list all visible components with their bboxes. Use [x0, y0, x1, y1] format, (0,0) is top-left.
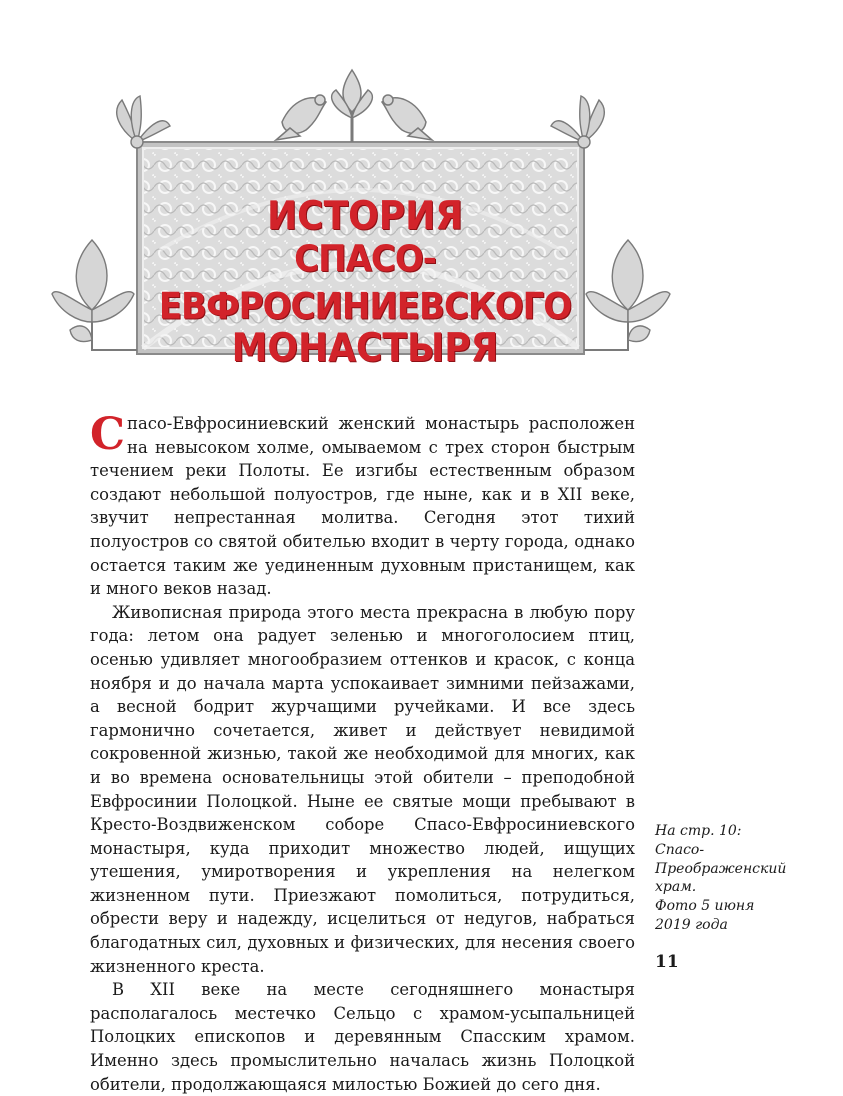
caption-line: Фото 5 июня [655, 898, 755, 915]
chapter-title [140, 195, 590, 371]
drop-cap: С [90, 409, 126, 460]
corner-flower-right [551, 96, 604, 148]
caption-line: Преображенский [655, 860, 787, 877]
photo-caption [655, 822, 795, 935]
corner-flower-left [117, 96, 170, 148]
side-plant-left [52, 240, 137, 350]
paragraph-1-text: пасо-Евфросиниевский женский монастырь расположен на невысоком холме, омываемом с трех сторон быстрым течением реки Полоты. Ее изгибы естественным образом создают небольшой полуостров, где ныне, как и в XII веке, звучит непрестанная молитва. Сегодня этот тихий полуостров со святой обителью входит в черту города, однако остается таким же уединенным духовным пристанищем, как и много веков назад. [90, 414, 635, 599]
paragraph-3: В XII веке на месте сегодняшнего монастыря располагалось местечко Сельцо с храмом-усыпальницей Полоцких епископов и деревянным Спасским храмом. Именно здесь промыслительно началась жизнь Полоцкой обители, продолжающаяся милостью Божией до сего дня. [90, 980, 635, 1094]
title-line-3: МОНАСТЫРЯ [231, 326, 499, 371]
page-number: 11 [655, 952, 679, 972]
caption-line: На стр. 10: [655, 823, 742, 839]
birds-ornament [276, 70, 432, 142]
title-line-2: СПАСО-ЕВФРОСИНИЕВСКОГО [158, 237, 572, 329]
paragraph-2: Живописная природа этого места прекрасна в любую пору года: летом она радует зеленью и многоголосием птиц, осенью удивляет многообразием оттенков и красок, с конца ноября и до начала марта успокаивает зимними пейзажами, а весной бодрит журчащими ручейками. И все здесь гармонично сочетается, живет и действует невидимой сокровенной жизнью, такой же необходимой для многих, как и во времена основательницы этой обители – преподобной Евфросинии Полоцкой. Ныне ее святые мощи пребывают в Кресто-Воздвиженском соборе Спасо-Евфросиниевского монастыря, куда приходит множество людей, ищущих утешения, умиротворения и укрепления на нелегком жизненном пути. Приезжают помолиться, потрудиться, обрести веру и надежду, исцелиться от недугов, набраться благодатных сил, духовных и физических, для несения своего жизненного креста. [90, 602, 635, 976]
paragraph-1 [90, 409, 635, 601]
title-line-1: ИСТОРИЯ [267, 194, 463, 239]
caption-line: 2019 года [655, 916, 728, 933]
caption-line: Спасо- [655, 841, 705, 858]
article-body [90, 409, 635, 1096]
caption-line: храм. [655, 879, 697, 896]
side-plant-right [584, 240, 670, 350]
